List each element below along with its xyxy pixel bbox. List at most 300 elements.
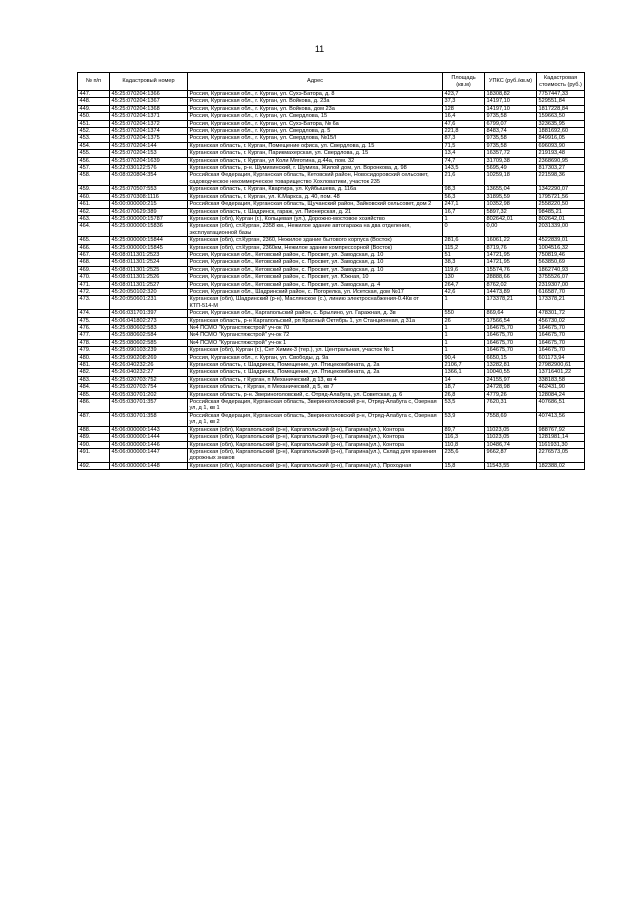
table-row [78,354,585,361]
upks: 164675,70 [485,332,537,339]
upks: 4779,26 [485,391,537,398]
upks: 10259,18 [485,172,537,186]
row-number: 472. [78,288,110,295]
upks: 869,64 [485,310,537,317]
address: №4 ПСМО "Курганстяжстрой" уч-ок 1 [188,339,443,346]
row-number: 476. [78,325,110,332]
row-number: 469. [78,266,110,273]
area: 21,6 [443,172,485,186]
cadastral-number: 45:25:090103:239 [110,347,188,354]
cadastral-cost: 1881692,60 [537,128,585,135]
page-number: 11 [314,44,325,54]
upks: 0,00 [485,223,537,237]
upks: 11023,05 [485,426,537,433]
area: 26 [443,317,485,324]
cadastral-number: 45:08:011301:2527 [110,281,188,288]
cadastral-cost: 164675,70 [537,339,585,346]
area: 26,8 [443,391,485,398]
cadastral-number: 45:25:070204:1375 [110,135,188,142]
upks: 164675,70 [485,339,537,346]
upks: 24155,97 [485,376,537,383]
address: Курганская (обл), Каргапольский (р-н), Каргапольский (р-н), Гагарина(ул.), Контора [188,426,443,433]
row-number: 489. [78,434,110,441]
upks: 7620,31 [485,399,537,413]
cadastral-cost: 1004516,32 [537,244,585,251]
row-number: 479. [78,347,110,354]
table-row [78,310,585,317]
table-row [78,325,585,332]
area: 1 [443,339,485,346]
cadastral-number: 45:25:020703:754 [110,384,188,391]
area: 221,8 [443,128,485,135]
table-row [78,266,585,273]
row-number: 478. [78,339,110,346]
address: №4 ПСМО "Курганстяжстрой" уч-ок 70 [188,325,443,332]
table-body [78,91,585,470]
row-number: 473. [78,296,110,310]
upks: 8762,02 [485,281,537,288]
row-number: 462. [78,208,110,215]
table-row [78,113,585,120]
cadastral-cost: 7757447,33 [537,91,585,98]
address: Россия, Курганская обл., Кетовский район, с. Просвет, ул. Заводская, д. 10 [188,259,443,266]
address: Курганская область, г. Курган, Парикмахерская, ул. Свердлова, д. 15 [188,150,443,157]
address: Курганская область, г. Шадринск, Помещение, ул. Птицекомбината, д. 2а [188,369,443,376]
cadastral-cost: 616587,70 [537,288,585,295]
cadastral-cost: 13716401,22 [537,369,585,376]
table-row [78,332,585,339]
cadastral-cost: 159663,50 [537,113,585,120]
table-row [78,237,585,244]
area: 0 [443,223,485,237]
row-number: 481. [78,362,110,369]
row-number: 452. [78,128,110,135]
address: Российская Федерация, Курганская область, Звериноголовский р-н, Отряд-Алабуга с, Озерная ул, д 1, кв 2 [188,412,443,426]
address: Россия, Курганская обл., Кетовский район, с. Просвет, ул. Заводская, д. 4 [188,281,443,288]
address: №4 ПСМО "Курганстяжстрой" уч-ок 72 [188,332,443,339]
area: 264,7 [443,281,485,288]
area: 110,8 [443,441,485,448]
table-row [78,412,585,426]
table-row [78,462,585,469]
address: Курганская область, г Курган, п Механический, д 13, кв 4 [188,376,443,383]
address: Курганская (обл), Каргапольский (р-н), Каргапольский (р-н), Гагарина(ул.), Склад для хранения дорожных знаков [188,448,443,462]
upks: 13282,81 [485,362,537,369]
address: Россия, Курганская обл., Шадринский район, с. Погорелка, ул. Исетская, дом №17 [188,288,443,295]
address: Курганская (обл), Курган (г.), Снт Химик-3 (тер.), ул. Центральная, участок № 1 [188,347,443,354]
area: 2106,7 [443,362,485,369]
address: Россия, Курганская обл., г. Курган, ул. Войкова, д. 23а [188,98,443,105]
row-number: 490. [78,441,110,448]
row-number: 477. [78,332,110,339]
address: Россия, Курганская обл., г. Курган, ул. Войкова, дом 23а [188,105,443,112]
row-number: 475. [78,317,110,324]
table-row [78,208,585,215]
cadastral-number: 45:25:080602:585 [110,339,188,346]
area: 71,5 [443,142,485,149]
cadastral-number: 45:06:000000:1447 [110,448,188,462]
cadastral-number: 45:06:000000:1444 [110,434,188,441]
cadastral-cost: 817303,27 [537,165,585,172]
area: 53,9 [443,412,485,426]
cadastral-number: 45:22:030122:576 [110,165,188,172]
address: Россия, Курганская обл., г. Курган, ул. Свободы, д. 9а [188,354,443,361]
upks: 18308,82 [485,91,537,98]
upks: 6799,07 [485,120,537,127]
cadastral-cost: 601173,94 [537,354,585,361]
table-row [78,296,585,310]
upks: 14721,95 [485,251,537,258]
address: Курганская область, г. Курган, ул. К.Маркса, д. 40, пом. 48 [188,193,443,200]
row-number: 449. [78,105,110,112]
area: 42,6 [443,288,485,295]
table-row [78,244,585,251]
cadastral-number: 45:25:000000:15844 [110,237,188,244]
cadastral-cost: 2558220,50 [537,201,585,208]
area: 1 [443,332,485,339]
address: Курганская область, г Курган, п Механический, д 5, кв 7 [188,384,443,391]
upks: 11023,05 [485,434,537,441]
upks: 9735,58 [485,135,537,142]
row-number: 464. [78,223,110,237]
row-number: 451. [78,120,110,127]
area: 1 [443,325,485,332]
cadastral-cost: 3755526,07 [537,274,585,281]
upks: 8483,74 [485,128,537,135]
row-number: 468. [78,259,110,266]
cadastral-cost: 323635,95 [537,120,585,127]
area: 47,6 [443,120,485,127]
address: Курганская область, г. Шадринск, Помещение, ул. Птицекомбината, д. 2а [188,362,443,369]
row-number: 483. [78,376,110,383]
area: 1 [443,296,485,310]
table-row [78,186,585,193]
row-number: 485. [78,391,110,398]
upks: 15574,76 [485,266,537,273]
header-num: № п/п [78,73,110,91]
upks: 14197,10 [485,105,537,112]
table-row [78,274,585,281]
cadastral-number: 45:06:000000:1446 [110,441,188,448]
cadastral-number: 45:25:080602:583 [110,325,188,332]
upks: 28888,66 [485,274,537,281]
cadastral-number: 45:06:031701:397 [110,310,188,317]
area: 130 [443,274,485,281]
cadastral-cost: 1161931,30 [537,441,585,448]
table-row [78,193,585,200]
area: 116,3 [443,434,485,441]
cadastral-number: 45:20:050601:231 [110,296,188,310]
area: 423,7 [443,91,485,98]
address: Курганская область, р-н. Звериноголовский, с. Отряд-Алабуга, ул. Советская, д. 6 [188,391,443,398]
address: Курганская область, г. Курган, Помещение офиса, ул. Свердлова, д. 15 [188,142,443,149]
table-row [78,251,585,258]
row-number: 455. [78,150,110,157]
cadastral-cost: 1795721,56 [537,193,585,200]
cadastral-number: 45:25:000000:15836 [110,223,188,237]
row-number: 482. [78,369,110,376]
cadastral-number: 45:06:000000:1443 [110,426,188,433]
cadastral-number: 45:08:011301:2526 [110,274,188,281]
address: Курганская область, г. Шадринск, гараж, ул. Пионерская, д. 21 [188,208,443,215]
table-row [78,391,585,398]
address: Россия, Курганская обл., г. Курган, ул. Сухэ-Батора, № 6а [188,120,443,127]
area: 90,4 [443,354,485,361]
upks: 14473,89 [485,288,537,295]
cadastral-cost: 1281981,14 [537,434,585,441]
row-number: 465. [78,237,110,244]
table-row [78,128,585,135]
row-number: 458. [78,172,110,186]
area: 119,6 [443,266,485,273]
row-number: 459. [78,186,110,193]
cadastral-cost: 182388,02 [537,462,585,469]
upks: 16061,22 [485,237,537,244]
row-number: 471. [78,281,110,288]
upks: 9735,58 [485,142,537,149]
header-area: Площадь (кв.м) [443,73,485,91]
address: Россия, Курганская обл., г. Курган, ул. Свердлова, №15/I [188,135,443,142]
address: Курганская (обл), ст.Курган, 2360км, Нежилое здание компрессорной (Восток) [188,244,443,251]
area: 15,8 [443,462,485,469]
row-number: 491. [78,448,110,462]
address: Российская Федерация, Курганская область, Щучанский район, Зайковский сельсовет, дом 2 [188,201,443,208]
row-number: 457. [78,165,110,172]
cadastral-cost: 2368690,95 [537,157,585,164]
table-row [78,347,585,354]
area: 16,4 [443,113,485,120]
address: Курганская (обл), Шадринский (р-н), Маслянское (с.), линию электроснабжения-0.4Кв от КТП-514-М [188,296,443,310]
upks: 10352,98 [485,201,537,208]
table-row [78,142,585,149]
row-number: 453. [78,135,110,142]
table-row [78,362,585,369]
cadastral-number: 45:25:070204:1639 [110,157,188,164]
area: 38,3 [443,259,485,266]
table-row [78,426,585,433]
row-number: 484. [78,384,110,391]
row-number: 461. [78,201,110,208]
address: Курганская область, г. Курган, Квартира, ул. Куйбышева, д. 116а [188,186,443,193]
table-row [78,448,585,462]
cadastral-cost: 2031339,00 [537,223,585,237]
cadastral-cost: 563850,69 [537,259,585,266]
upks: 9735,58 [485,113,537,120]
address: Курганская область, р-н Каргапольский, рп Красный Октябрь 1, ул Станционная, д 31а [188,317,443,324]
cadastral-cost: 98485,21 [537,208,585,215]
area: 14 [443,376,485,383]
upks: 10486,74 [485,441,537,448]
table-row [78,317,585,324]
cadastral-cost: 4522839,01 [537,237,585,244]
header-cadastral: Кадастровый номер [110,73,188,91]
cadastral-cost: 27982900,61 [537,362,585,369]
table-row [78,91,585,98]
upks: 164675,70 [485,325,537,332]
address: Курганская (обл), ст.Курган, 2360, Нежилое здание бытового корпуса (Восток) [188,237,443,244]
row-number: 466. [78,244,110,251]
upks: 14197,10 [485,98,537,105]
area: 51 [443,251,485,258]
table-row [78,369,585,376]
row-number: 454. [78,142,110,149]
area: 87,3 [443,135,485,142]
cadastral-cost: 221598,36 [537,172,585,186]
cadastral-number: 45:05:030701:358 [110,412,188,426]
table-row [78,150,585,157]
cadastral-number: 45:25:000000:15787 [110,215,188,222]
address: Россия, Курганская обл., г. Курган, ул. Свердлова, 15 [188,113,443,120]
cadastral-number: 45:08:011301:2525 [110,266,188,273]
area: 37,3 [443,98,485,105]
row-number: 470. [78,274,110,281]
address: Российская Федерация, Курганская область, Звериноголовский р-н, Отряд-Алабуга с, Озерная ул, д 1, кв 1 [188,399,443,413]
upks: 7558,69 [485,412,537,426]
row-number: 460. [78,193,110,200]
cadastral-number: 45:25:070204:1368 [110,105,188,112]
upks: 9662,87 [485,448,537,462]
row-number: 486. [78,399,110,413]
cadastral-number: 45:25:070507:553 [110,186,188,193]
address: Россия, Курганская обл., Каргапольский район, с. Брылино, ул. Гаражная, д. 3в [188,310,443,317]
table-row [78,172,585,186]
cadastral-cost: 128084,24 [537,391,585,398]
address: Курганская (обл), Курган (г.), Кольцевая (ул.), Дорожно-мостовое хозяйство [188,215,443,222]
cadastral-number: 45:05:030701:202 [110,391,188,398]
cadastral-number: 45:08:020804:354 [110,172,188,186]
cadastral-cost: 173378,21 [537,296,585,310]
address: Курганская (обл), Каргапольский (р-н), Каргапольский (р-н), Гагарина(ул.), Проходная [188,462,443,469]
cadastral-cost: 407686,51 [537,399,585,413]
cadastral-number: 45:26:070629:389 [110,208,188,215]
address: Россия, Курганская обл., Кетовский район, с. Просвет, ул. Южная, 10 [188,274,443,281]
table-row [78,215,585,222]
cadastral-number: 45:25:070204:153 [110,150,188,157]
address: Курганская область, г. Курган, ул Коли Мяготина, д.44а, пом. 32 [188,157,443,164]
address: Россия, Курганская обл., г. Курган, ул. Свердлова, д. 5 [188,128,443,135]
table-row [78,441,585,448]
cadastral-cost: 2319307,00 [537,281,585,288]
table-row [78,376,585,383]
cadastral-cost: 529551,84 [537,98,585,105]
header-cost: Кадастровая стоимость (руб.) [537,73,585,91]
upks: 5897,32 [485,208,537,215]
area: 1366,1 [443,369,485,376]
cadastral-number: 45:25:070204:1367 [110,98,188,105]
upks: 31709,38 [485,157,537,164]
upks: 8719,76 [485,244,537,251]
cadastral-number: 45:06:041802:273 [110,317,188,324]
cadastral-cost: 338183,58 [537,376,585,383]
table-row [78,399,585,413]
area: 235,6 [443,448,485,462]
table-row [78,384,585,391]
area: 247,1 [443,201,485,208]
table-row [78,288,585,295]
area: 13,4 [443,150,485,157]
cadastral-number: 45:25:000000:15845 [110,244,188,251]
header-upks: УПКС (руб./кв.м) [485,73,537,91]
cadastral-number: 45:25:070204:1366 [110,91,188,98]
cadastral-number: 45:25:020703:752 [110,376,188,383]
upks: 802642,01 [485,215,537,222]
upks: 173378,21 [485,296,537,310]
area: 89,7 [443,426,485,433]
cadastral-cost: 219193,48 [537,150,585,157]
row-number: 488. [78,426,110,433]
table-row [78,120,585,127]
cadastral-cost: 164675,70 [537,347,585,354]
header-address: Адрес [188,73,443,91]
cadastral-number: 45:25:070204:1372 [110,120,188,127]
row-number: 447. [78,91,110,98]
area: 98,3 [443,186,485,193]
address: Курганская (обл), Каргапольский (р-н), Каргапольский (р-н), Гагарина(ул.), Контора [188,434,443,441]
cadastral-cost: 164675,70 [537,325,585,332]
cadastral-cost: 2276573,05 [537,448,585,462]
area: 1 [443,215,485,222]
address: Россия, Курганская обл., Кетовский район, с. Просвет, ул. Заводская, д. 10 [188,251,443,258]
area: 18,7 [443,384,485,391]
cadastral-cost: 988767,92 [537,426,585,433]
cadastral-number: 45:25:070308:1116 [110,193,188,200]
address: Курганская (обл), ст.Курган, 2358 км., Нежилое здание автогаража на два отделения, эксплуатационной базы [188,223,443,237]
row-number: 450. [78,113,110,120]
table-row [78,135,585,142]
table-row [78,165,585,172]
cadastral-cost: 407413,56 [537,412,585,426]
address: Российская Федерация, Курганская область, Кетовский район, Новосидоровский сельсовет, садоводческое некоммерческое товарищество Хохловатики, участок 235 [188,172,443,186]
upks: 6650,15 [485,354,537,361]
table-row [78,105,585,112]
area: 16,7 [443,208,485,215]
table-row [78,157,585,164]
area: 1 [443,347,485,354]
row-number: 480. [78,354,110,361]
cadastral-cost: 750819,46 [537,251,585,258]
cadastral-cost: 1862740,93 [537,266,585,273]
table-row [78,339,585,346]
upks: 11543,55 [485,462,537,469]
cadastral-number: 45:25:070204:1374 [110,128,188,135]
cadastral-table [77,72,585,470]
cadastral-number: 45:05:030701:357 [110,399,188,413]
cadastral-cost: 1817228,84 [537,105,585,112]
upks: 31895,59 [485,193,537,200]
area: 56,3 [443,193,485,200]
row-number: 474. [78,310,110,317]
cadastral-number: 45:08:011301:2523 [110,251,188,258]
cadastral-number: 45:00:000000:215 [110,201,188,208]
cadastral-number: 45:20:050102:320 [110,288,188,295]
upks: 5695,49 [485,165,537,172]
address: Россия, Курганская обл., Кетовский район, с. Просвет, ул. Заводская, д. 10 [188,266,443,273]
cadastral-number: 45:08:011301:2524 [110,259,188,266]
cadastral-cost: 1342290,07 [537,186,585,193]
cadastral-number: 45:25:070204:144 [110,142,188,149]
area: 74,7 [443,157,485,164]
address: Россия, Курганская обл., г. Курган, ул. Сухэ-Батора, д. 8 [188,91,443,98]
cadastral-cost: 456730,02 [537,317,585,324]
table-row [78,281,585,288]
row-number: 456. [78,157,110,164]
upks: 16357,72 [485,150,537,157]
cadastral-number: 45:26:040232:27 [110,369,188,376]
table-row [78,223,585,237]
cadastral-cost: 478301,72 [537,310,585,317]
upks: 17566,54 [485,317,537,324]
area: 128 [443,105,485,112]
